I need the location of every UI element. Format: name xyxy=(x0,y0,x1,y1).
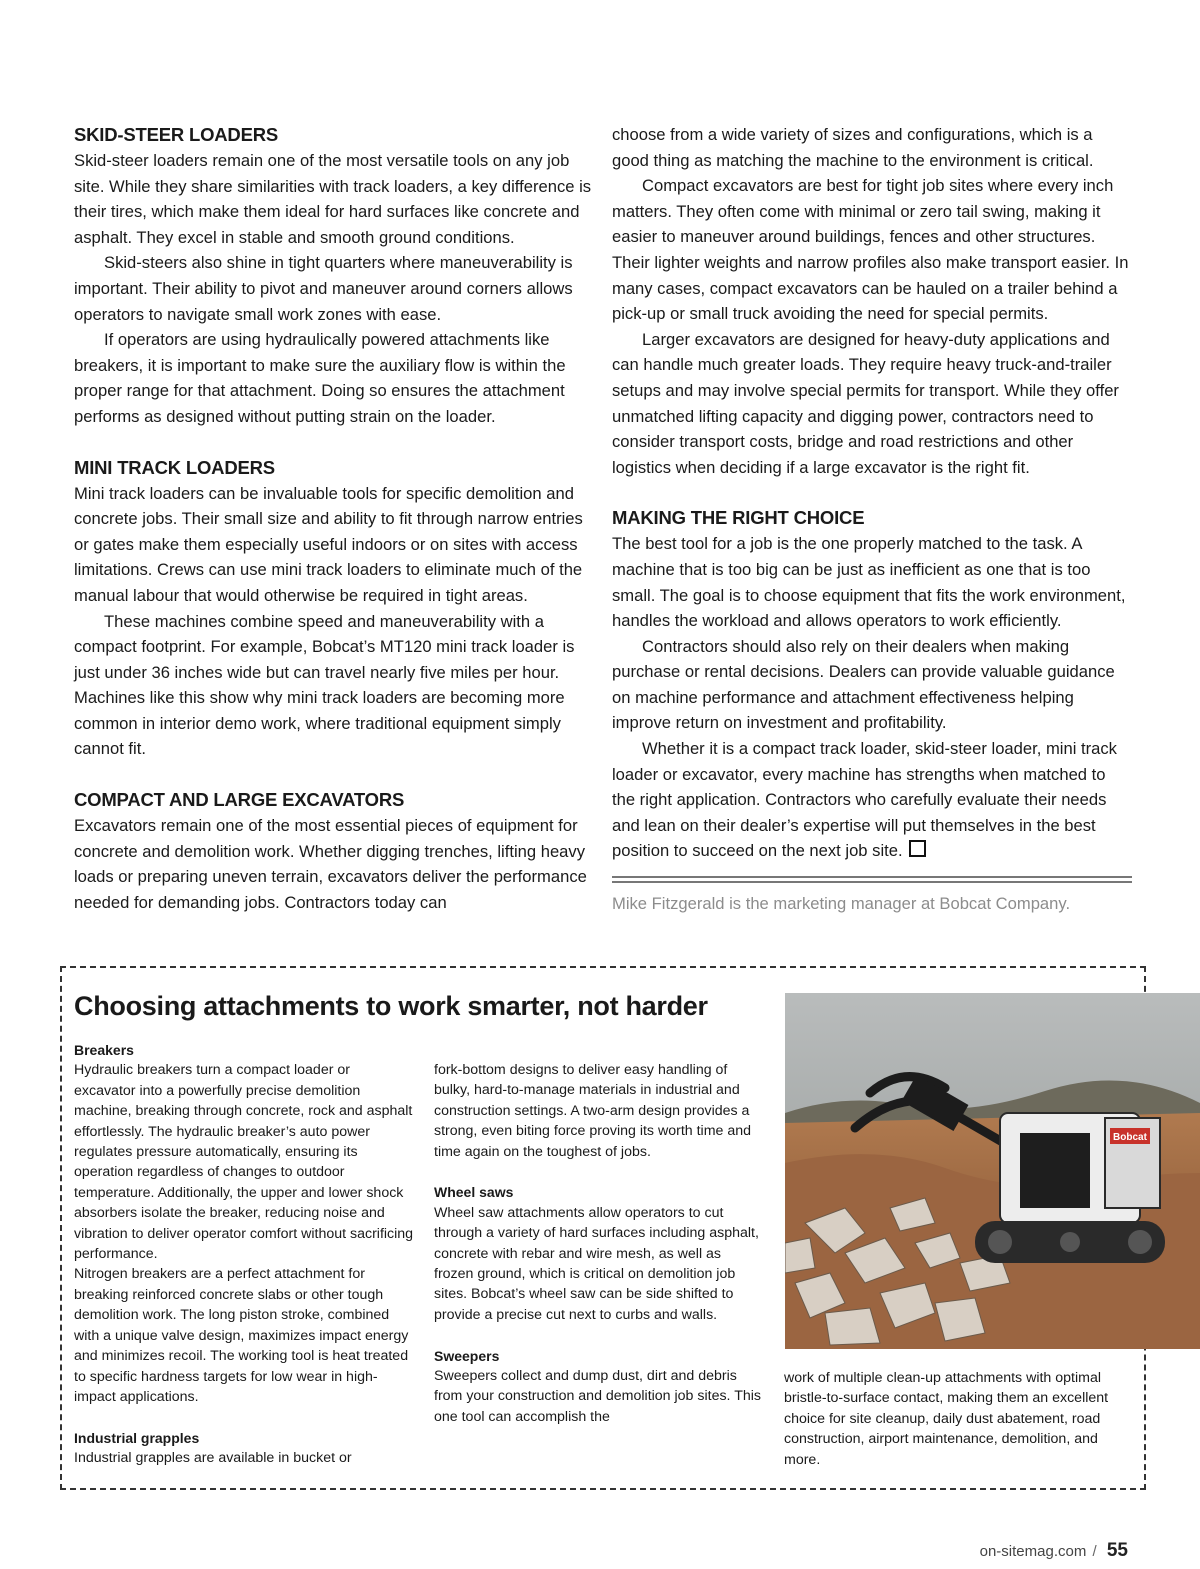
wheel-saws-paragraph: Wheel saw attachments allow operators to cut through a variety of hard surfaces including asphalt, concrete with rebar and wire mesh, as well as frozen ground, which is critical on demolition job sites. Bobcat’s wheel saw can be side shifted to provide a precise cut next to curbs and walls. xyxy=(434,1204,759,1323)
track-loader-photo xyxy=(785,993,1200,1349)
mini-paragraph-1: Mini track loaders can be invaluable tools for specific demolition and concrete jobs. Their small size and ability to fit through narrow entries or gates make them especially useful indoors or on sites with access limitations. Crews can use mini track loaders to eliminate much of the manual labour that would otherwise be required in tight areas. xyxy=(74,483,583,605)
choice-paragraph-3-wrap xyxy=(612,736,1132,864)
grapples-paragraph-1: Industrial grapples are available in bucket or xyxy=(74,1450,352,1467)
sidebar-column-1 xyxy=(74,1040,414,1469)
choice-paragraph-2: Contractors should also rely on their dealers when making purchase or rental decisions. Dealers can provide valuable guidance on machine performance and attachment effectiveness helping improve return on investment and profitability. xyxy=(612,636,1115,733)
excavators-paragraph-2: Compact excavators are best for tight job sites where every inch matters. They often come with minimal or zero tail swing, making it easier to maneuver around buildings, fences and other structures. Their lighter weights and narrow profiles also make transport easier. In many cases, compact excavators can be hauled on a trailer behind a pick-up or small truck avoiding the need for special permits. xyxy=(612,176,1129,324)
track-loader-illustration xyxy=(785,993,1200,1349)
skid-paragraph-1: Skid-steer loaders remain one of the most versatile tools on any job site. While they share similarities with track loaders, a key difference is their tires, which make them ideal for hard surfaces like concrete and asphalt. They excel in stable and smooth ground conditions. xyxy=(74,151,592,247)
grapples-paragraph-1-continued: fork-bottom designs to deliver easy handling of bulky, hard-to-manage materials in industrial and construction settings. A two-arm design provides a strong, even biting force proving its worth time and time again on the toughest of jobs. xyxy=(434,1062,752,1160)
page-footer xyxy=(980,1540,1128,1562)
choice-paragraph-3: Whether it is a compact track loader, skid-steer loader, mini track loader or excavator, every machine has strengths when matched to the right application. Contractors who carefully evaluate their needs and lean on their dealer’s expertise will put themselves in the best position to succeed on the next job site. xyxy=(612,739,1117,861)
heading-industrial-grapples: Industrial grapples xyxy=(74,1429,200,1446)
skid-paragraph-2: Skid-steers also shine in tight quarters where maneuverability is important. Their ability to pivot and maneuver around corners allows operators to navigate small work zones with ease. xyxy=(74,253,573,324)
heading-excavators: COMPACT AND LARGE EXCAVATORS xyxy=(74,789,405,811)
right-column xyxy=(612,122,1132,917)
end-mark-icon xyxy=(909,840,926,857)
page-number: 55 xyxy=(1106,1540,1128,1561)
heading-skid-steer-loaders: SKID-STEER LOADERS xyxy=(74,124,279,145)
sidebar-column-2 xyxy=(434,1060,764,1427)
choice-paragraph-1: The best tool for a job is the one properly matched to the task. A machine that is too big can be just as inefficient as one that is too small. The goal is to choose equipment that fits the work environment, handles the workload and allows operators to work efficiently. xyxy=(612,534,1126,631)
sweepers-paragraph-continued: work of multiple clean-up attachments with optimal bristle-to-surface contact, making them an excellent choice for site cleanup, daily dust abatement, road construction, airport maintenance, demolition, and more. xyxy=(784,1370,1109,1468)
site-url: on-sitemag.com xyxy=(979,1543,1087,1560)
sidebar-column-3 xyxy=(784,1368,1124,1470)
excavators-paragraph-3: Larger excavators are designed for heavy-duty applications and can handle much greater loads. They require heavy truck-and-trailer setups and may involve special permits for transport. While they offer unmatched lifting capacity and digging power, contractors need to consider transport costs, bridge and road restrictions and other logistics when deciding if a large excavator is the right fit. xyxy=(612,329,1119,477)
bio-divider xyxy=(612,876,1132,883)
excavators-paragraph-1: Excavators remain one of the most essential pieces of equipment for concrete and demolition work. Whether digging trenches, lifting heavy loads or preparing uneven terrain, excavators deliver the performance needed for demanding jobs. Contractors today can xyxy=(74,816,587,912)
author-bio: Mike Fitzgerald is the marketing manager at Bobcat Company. xyxy=(612,894,1071,914)
sidebar-title: Choosing attachments to work smarter, not harder xyxy=(74,991,708,1021)
heading-breakers: Breakers xyxy=(74,1042,134,1058)
mini-paragraph-2: These machines combine speed and maneuverability with a compact footprint. For example, Bobcat’s MT120 mini track loader is just under 36 inches wide but can travel nearly five miles per hour. Machines like this show why mini track loaders are becoming more common in interior demo work, where traditional equipment simply cannot fit. xyxy=(74,611,575,759)
left-column xyxy=(74,122,594,915)
breakers-paragraph-1: Hydraulic breakers turn a compact loader or excavator into a powerfully precise demolition machine, breaking through concrete, rock and asphalt effortlessly. The hydraulic breaker’s auto power regulates pressure automatically, ensuring its operation regardless of changes to outdoor temperature. Additionally, the upper and lower shock absorbers isolate the breaker, reducing noise and vibration to deliver operator comfort without sacrificing performance. xyxy=(74,1062,414,1263)
skid-paragraph-3: If operators are using hydraulically powered attachments like breakers, it is important to make sure the auxiliary flow is within the proper range for that attachment. Doing so ensures the attachment performs as designed without putting strain on the loader. xyxy=(74,330,566,426)
excavators-paragraph-1-continued: choose from a wide variety of sizes and configurations, which is a good thing as matching the machine to the environment is critical. xyxy=(612,125,1094,170)
heading-sweepers: Sweepers xyxy=(434,1347,500,1364)
heading-mini-track-loaders: MINI TRACK LOADERS xyxy=(74,456,275,478)
sweepers-paragraph: Sweepers collect and dump dust, dirt and debris from your construction and demolition job sites. This one tool can accomplish the xyxy=(434,1368,761,1425)
folio-separator: / xyxy=(1092,1543,1097,1560)
photo-brand-label: Bobcat xyxy=(1113,1132,1147,1143)
breakers-paragraph-2: Nitrogen breakers are a perfect attachment for breaking reinforced concrete slabs or other tough demolition work. The long piston stroke, combined with a unique valve design, maximizes impact energy and minimizes recoil. The working tool is heat treated to specific hardness targets for low wear in high-impact applications. xyxy=(74,1266,409,1405)
heading-making-the-right-choice: MAKING THE RIGHT CHOICE xyxy=(612,507,865,529)
heading-wheel-saws: Wheel saws xyxy=(434,1184,514,1201)
